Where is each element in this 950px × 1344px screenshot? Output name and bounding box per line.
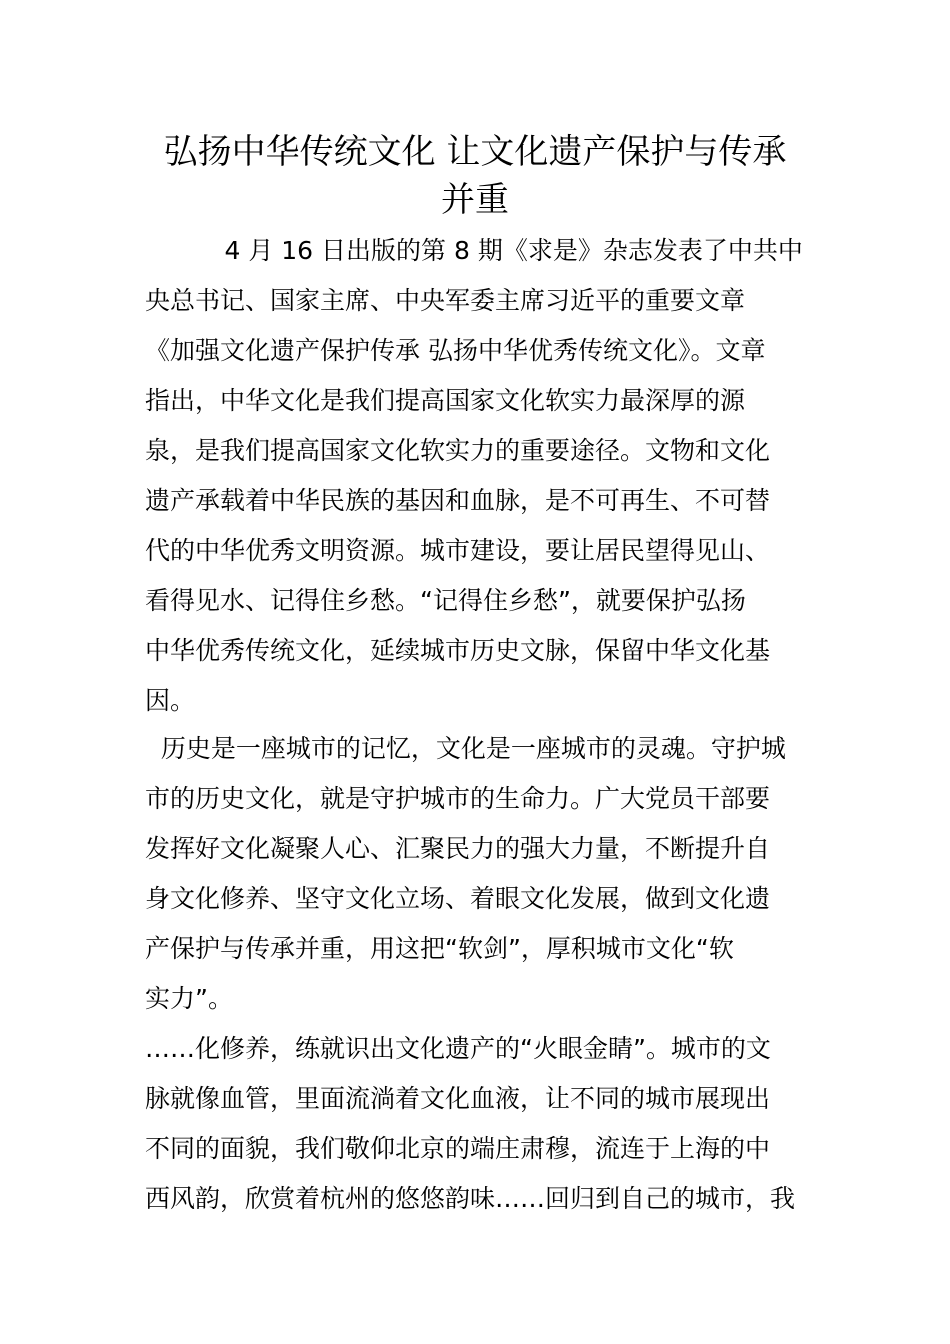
paragraph-line: 央总书记、国家主席、中央军委主席习近平的重要文章	[145, 286, 746, 315]
paragraph-line: 市的历史文化，就是守护城市的生命力。广大党员干部要	[145, 784, 771, 813]
paragraph-line: 4 月 16 日出版的第 8 期《求是》杂志发表了中共中	[145, 236, 803, 265]
paragraph-line: 代的中华优秀文明资源。城市建设，要让居民望得见山、	[145, 536, 771, 565]
paragraph-line: ……化修养，练就识出文化遗产的“火眼金睛”。城市的文	[145, 1034, 771, 1063]
paragraph-line: 西风韵，欣赏着杭州的悠悠韵味……回归到自己的城市，我	[145, 1184, 796, 1213]
document-title-line-2: 并重	[441, 180, 509, 220]
paragraph-line: 因。	[145, 686, 196, 715]
paragraph-line: 指出，中华文化是我们提高国家文化软实力最深厚的源	[145, 386, 746, 415]
paragraph-line: 历史是一座城市的记忆，文化是一座城市的灵魂。守护城	[145, 734, 786, 763]
paragraph-line: 实力”。	[145, 984, 233, 1013]
paragraph-line: 看得见水、记得住乡愁。“记得住乡愁”，就要保护弘扬	[145, 586, 746, 615]
paragraph-line: 《加强文化遗产保护传承 弘扬中华优秀传统文化》。文章	[145, 336, 766, 365]
paragraph-line: 脉就像血管，里面流淌着文化血液，让不同的城市展现出	[145, 1084, 771, 1113]
paragraph-line: 产保护与传承并重，用这把“软剑”，厚积城市文化“软	[145, 934, 734, 963]
paragraph-line: 发挥好文化凝聚人心、汇聚民力的强大力量，不断提升自	[145, 834, 771, 863]
paragraph-line: 中华优秀传统文化，延续城市历史文脉，保留中华文化基	[145, 636, 771, 665]
paragraph-line: 泉，是我们提高国家文化软实力的重要途径。文物和文化	[145, 436, 771, 465]
paragraph-line: 遗产承载着中华民族的基因和血脉，是不可再生、不可替	[145, 486, 771, 515]
paragraph-line: 身文化修养、坚守文化立场、着眼文化发展，做到文化遗	[145, 884, 771, 913]
document-title-line-1: 弘扬中华传统文化 让文化遗产保护与传承	[163, 132, 787, 172]
paragraph-line: 不同的面貌，我们敬仰北京的端庄肃穆，流连于上海的中	[145, 1134, 771, 1163]
